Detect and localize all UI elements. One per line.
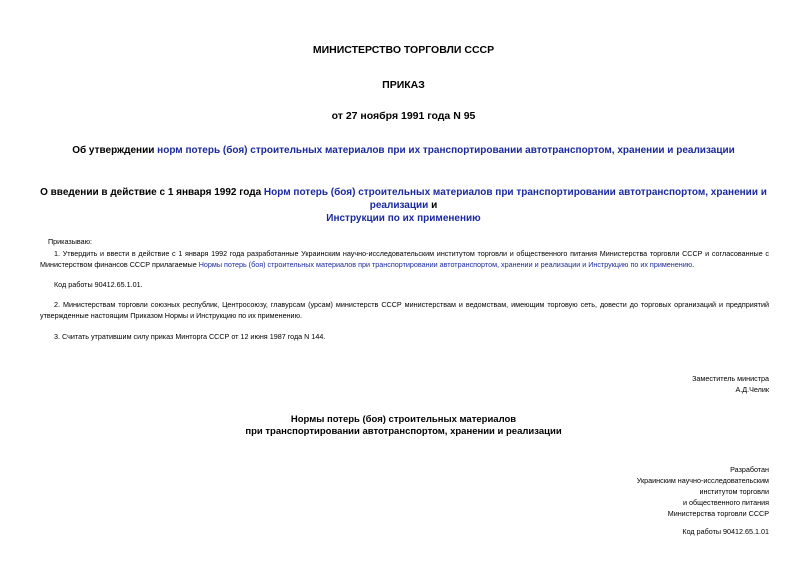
norms-title-line-2: при транспортировании автотранспортом, хранении и реализации bbox=[245, 426, 562, 437]
signature-position: Заместитель министра bbox=[692, 374, 769, 383]
developer-line-3: институтом торговли bbox=[699, 487, 769, 496]
document-type: ПРИКАЗ bbox=[382, 79, 425, 91]
developer-line-2: Украинским научно-исследовательским bbox=[636, 476, 769, 485]
paragraph-1-end: . bbox=[692, 260, 695, 269]
developer-work-code: Код работы 90412.65.1.01 bbox=[682, 527, 769, 536]
developer-line-4: и общественного питания bbox=[683, 498, 769, 507]
enactment-link-instruction[interactable]: Инструкции по их применению bbox=[326, 213, 481, 224]
enactment-prefix: О введении в действие с 1 января 1992 года bbox=[40, 187, 264, 198]
paragraph-1-text: 1. Утвердить и ввести в действие с 1 января 1992 года разработанные Украинским научно-исследовательским институтом торговли и общественного питания Министерства торговли СССР и согласованные с Министерством финансов СССР прилагаемые bbox=[40, 249, 769, 269]
signature-name: А.Д.Челик bbox=[735, 385, 769, 394]
document-date-number: от 27 ноября 1991 года N 95 bbox=[331, 110, 476, 122]
paragraph-3: 3. Считать утратившим силу приказ Минторга СССР от 12 июня 1987 года N 144. bbox=[54, 332, 326, 341]
norms-title bbox=[0, 414, 807, 438]
paragraph-2: 2. Министерствам торговли союзных республик, Центросоюзу, главурсам (урсам) министерств СССР министерствам и ведомствам, имеющим торговую сеть, довести до торговых организаций и предприятий утвержденные настоящим Приказом Нормы и Инструкцию по их применению. bbox=[40, 300, 769, 320]
work-code-1: Код работы 90412.65.1.01. bbox=[54, 280, 143, 289]
enactment-link-norms[interactable]: Норм потерь (боя) строительных материалов при транспортировании автотранспортом, хранении и реализации bbox=[263, 187, 767, 211]
subject-prefix: Об утверждении bbox=[72, 145, 158, 156]
orders-label: Приказываю: bbox=[48, 237, 92, 246]
subject-link[interactable]: норм потерь (боя) строительных материалов при их транспортировании автотранспортом, хранении и реализации bbox=[157, 145, 735, 156]
norms-title-line-1: Нормы потерь (боя) строительных материалов bbox=[290, 414, 517, 425]
developer-block bbox=[637, 464, 769, 519]
enactment-connector: и bbox=[428, 200, 438, 211]
subject-line bbox=[0, 145, 807, 156]
developer-line-1: Разработан bbox=[730, 465, 769, 474]
paragraph-1-link[interactable]: Нормы потерь (боя) строительных материалов при транспортировании автотранспортом, хранении и реализации и Инструкцию по их применению bbox=[198, 260, 693, 269]
enactment-block bbox=[40, 186, 767, 225]
paragraph-1 bbox=[40, 248, 769, 270]
developer-line-5: Министерства торговли СССР bbox=[667, 509, 769, 518]
ministry-heading: МИНИСТЕРСТВО ТОРГОВЛИ СССР bbox=[312, 44, 495, 56]
